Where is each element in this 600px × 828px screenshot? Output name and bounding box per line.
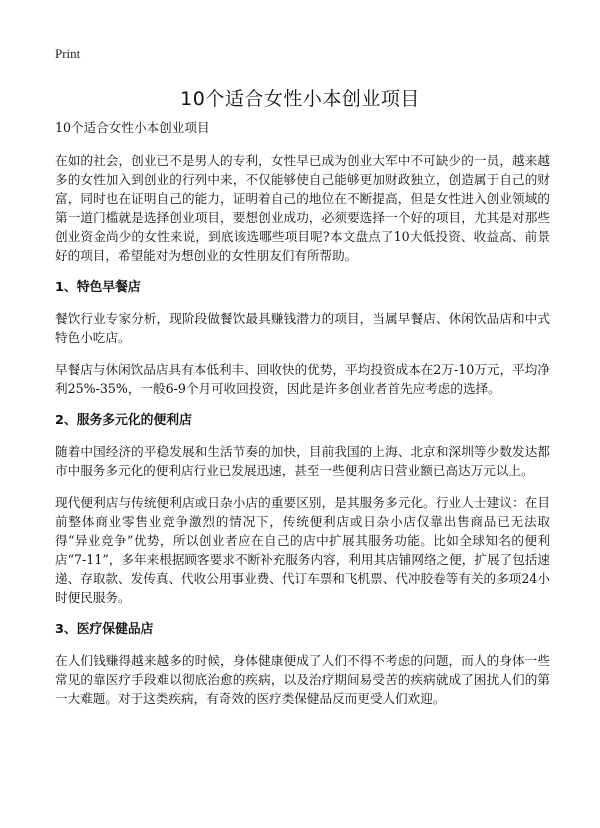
article-body — [55, 118, 550, 721]
section-paragraph: 随着中国经济的平稳发展和生活节奏的加快，目前我国的上海、北京和深圳等少数发达都市中服务多元化的便利店行业已发展迅速，甚至一些便利店日营业额已高达万元以上。 — [55, 444, 550, 478]
intro-paragraph: 在如的社会，创业已不是男人的专利，女性早已成为创业大军中不可缺少的一员，越来越多的女性加入到创业的行列中来，不仅能够使自己能够更加财政独立，创造属于自己的财富，同时也在证明自己的能力，证明着自己的地位在不断提高，但是女性进入创业领域的第一道门槛就是选择创业项目，要想创业成功，必须要选择一个好的项目，尤其是对那些创业资金尚少的女性来说，到底该选哪些项目呢?本文盘点了10大低投资、收益高、前景好的项目，希望能对为想创业的女性朋友们有所帮助。 — [55, 153, 550, 263]
section-paragraph: 早餐店与休闲饮品店具有本低利丰、回收快的优势，平均投资成本在2万-10万元，平均净利25%-35%，一般6-9个月可收回投资，因此是许多创业者首先应考虑的选择。 — [55, 362, 550, 396]
section-paragraph: 餐饮行业专家分析，现阶段做餐饮最具赚钱潜力的项目，当属早餐店、休闲饮品店和中式特色小吃店。 — [55, 311, 550, 345]
section-paragraph: 现代便利店与传统便利店或日杂小店的重要区别，是其服务多元化。行业人士建议：在目前整体商业零售业竞争激烈的情况下，传统便利店或日杂小店仅靠出售商品已无法取得“异业竞争”优势，所以创业者应在自己的店中扩展其服务功能。比如全球知名的便利店“7-11”，多年来根据顾客要求不断补充服务内容，利用其店铺网络之便，扩展了包括速递、存取款、发传真、代收公用事业费、代订车票和飞机票、代冲胶卷等有关的多项24小时便民服务。 — [55, 495, 550, 605]
print-link[interactable]: Print — [55, 46, 81, 61]
article-subtitle: 10个适合女性小本创业项目 — [55, 120, 210, 135]
section-heading-breakfast: 1、特色早餐店 — [55, 280, 141, 295]
section-heading-convenience-store: 2、服务多元化的便利店 — [55, 413, 192, 428]
page-title: 10个适合女性小本创业项目 — [180, 88, 420, 110]
section-heading-healthcare-store: 3、医疗保健品店 — [55, 622, 154, 637]
section-paragraph: 在人们钱赚得越来越多的时候，身体健康便成了人们不得不考虑的问题，而人的身体一些常见的靠医疗手段难以彻底治愈的疾病，以及治疗期间易受苦的疾病就成了困扰人们的第一大难题。对于这类疾病，有奇效的医疗类保健品反而更受人们欢迎。 — [55, 653, 550, 706]
